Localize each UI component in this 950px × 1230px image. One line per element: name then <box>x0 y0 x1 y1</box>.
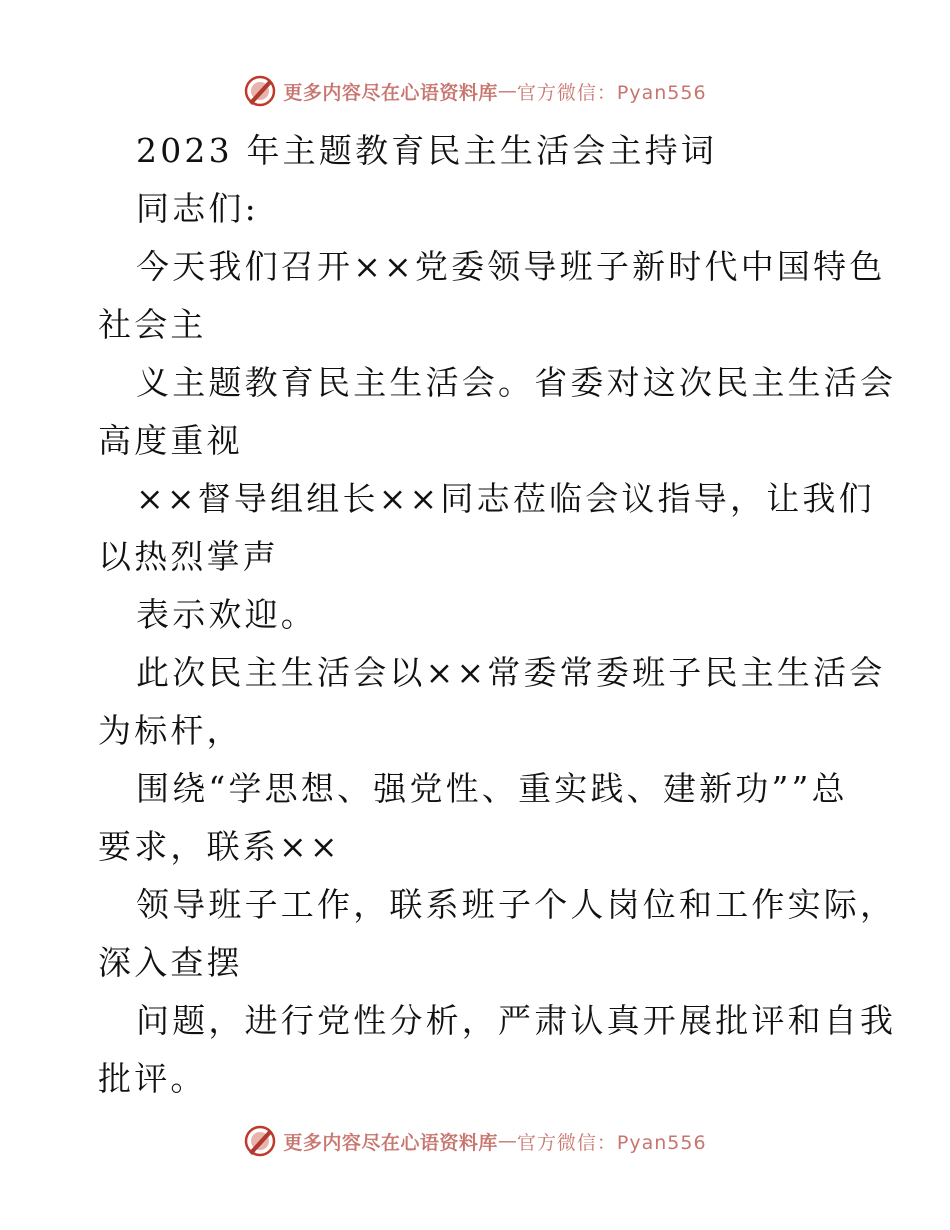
watermark-wechat-text: 官方微信：Pyan556 <box>516 1131 707 1154</box>
document-body <box>98 122 897 1108</box>
watermark-separator: — <box>497 80 517 102</box>
doc-line: 此次民主生活会以××常委常委班子民主生活会 <box>136 653 886 692</box>
pen-logo-icon <box>243 74 277 108</box>
watermark-main-text: 更多内容尽在心语资料库 <box>283 81 498 104</box>
footer-watermark <box>0 1121 950 1161</box>
doc-line: 今天我们召开××党委领导班子新时代中国特色 <box>136 247 886 286</box>
doc-line: 为标杆， <box>98 711 243 750</box>
doc-line: 表示欢迎。 <box>136 595 317 634</box>
pen-logo-icon <box>243 1124 277 1158</box>
doc-line: 社会主 <box>98 305 207 344</box>
doc-line: 以热烈掌声 <box>98 537 279 576</box>
doc-line: 深入查摆 <box>98 943 243 982</box>
doc-line: 同志们: <box>136 189 259 228</box>
doc-line: 问题，进行党性分析，严肃认真开展批评和自我 <box>136 1001 897 1040</box>
watermark-wechat-text: 官方微信：Pyan556 <box>516 81 707 104</box>
doc-line: 高度重视 <box>98 421 243 460</box>
doc-line: 义主题教育民主生活会。省委对这次民主生活会 <box>136 363 897 402</box>
watermark-separator: — <box>497 1130 517 1152</box>
watermark-main-text: 更多内容尽在心语资料库 <box>283 1131 498 1154</box>
doc-line: 2023 年主题教育民主生活会主持词 <box>136 131 718 170</box>
doc-line: 批评。 <box>98 1059 207 1098</box>
doc-line: 围绕“学思想、强党性、重实践、建新功””总 <box>136 769 848 808</box>
doc-line: 要求，联系×× <box>98 827 341 866</box>
doc-line: ××督导组组长××同志莅临会议指导，让我们 <box>136 479 875 518</box>
header-watermark <box>0 71 950 111</box>
doc-line: 领导班子工作，联系班子个人岗位和工作实际， <box>136 885 897 924</box>
